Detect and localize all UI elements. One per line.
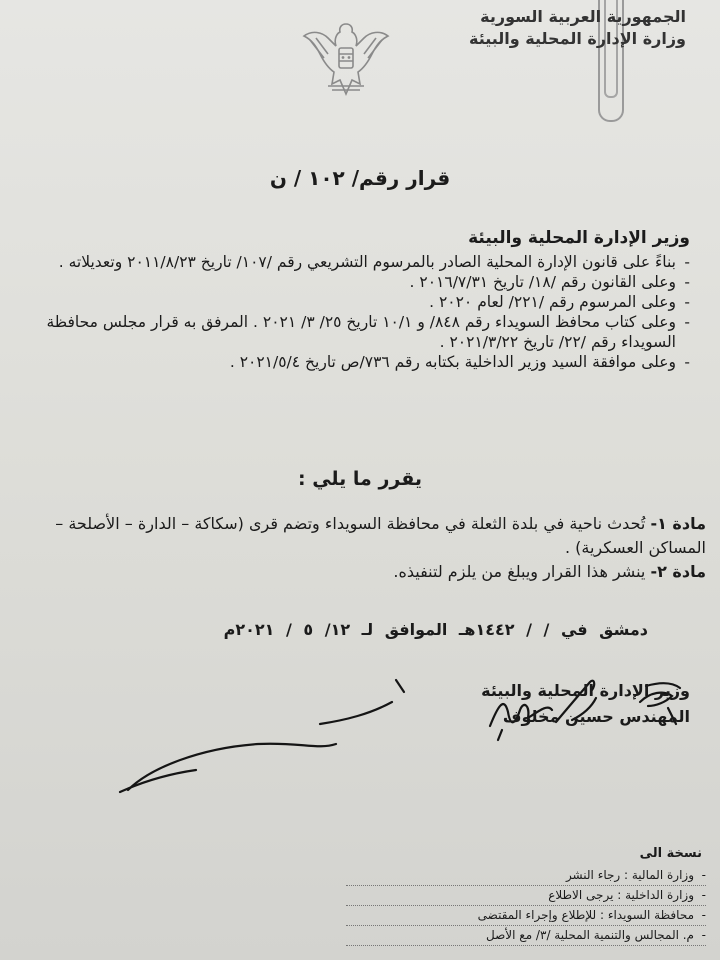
preamble-clause: - وعلى موافقة السيد وزير الداخلية بكتابه رقم ٧٣٦/ص تاريخ ٢٠٢١/٥/٤ . xyxy=(0,352,690,372)
letterhead xyxy=(469,6,686,50)
signatory-title: وزير الإدارة المحلية والبيئة xyxy=(481,681,690,700)
copy-to-item: - م. المجالس والتنمية المحلية /٣/ مع الأصل xyxy=(346,926,706,946)
copy-to-item: - وزارة المالية : رجاء النشر xyxy=(346,866,706,886)
eagle-emblem-icon xyxy=(298,14,394,100)
copy-to-item: - وزارة الداخلية : يرجى الاطلاع xyxy=(346,886,706,906)
article-text: تُحدث ناحية في بلدة الثعلة في محافظة السويداء وتضم قرى (سكاكة – الدارة – الأصلحة – المساكن العسكرية) . xyxy=(55,514,706,557)
preamble-clauses xyxy=(0,252,690,372)
decides-heading: يقرر ما يلي : xyxy=(297,468,423,490)
letterhead-ministry: وزارة الإدارة المحلية والبيئة xyxy=(468,29,686,48)
article-label: مادة ٢- xyxy=(650,562,706,581)
signatory-name: المهندس حسين مخلوف xyxy=(502,707,690,726)
copy-to-heading: نسخة الى xyxy=(639,846,702,861)
article-2 xyxy=(0,560,706,584)
minister-heading: وزير الإدارة المحلية والبيئة xyxy=(468,228,690,248)
date-line: دمشق في / / ١٤٤٢هـ الموافق لـ ١٢/ ٥ / ٢٠٢١م xyxy=(223,620,648,639)
copy-to-item: - محافظة السويداء : للإطلاع وإجراء المقتضى xyxy=(346,906,706,926)
preamble-clause: - وعلى كتاب محافظ السويداء رقم ٨٤٨/ و ١٠/١ تاريخ ٢٥/ ٣/ ٢٠٢١ . المرفق به قرار مجلس محافظة السويداء رقم /٢٢/ تاريخ ٢٠٢١/٣/٢٢ . xyxy=(0,312,690,352)
decision-number: قرار رقم/ ١٠٢ / ن xyxy=(269,166,451,190)
article-1 xyxy=(0,512,706,560)
signature-block xyxy=(481,678,690,730)
preamble-clause: - وعلى المرسوم رقم /٢٢١/ لعام ٢٠٢٠ . xyxy=(0,292,690,312)
article-label: مادة ١- xyxy=(650,514,706,533)
preamble-clause: - بناءً على قانون الإدارة المحلية الصادر بالمرسوم التشريعي رقم /١٠٧/ تاريخ ٢٠١١/٨/٢٣ وتعديلاته . xyxy=(0,252,690,272)
copy-to-list xyxy=(346,866,706,946)
articles xyxy=(0,512,706,584)
preamble-clause: - وعلى القانون رقم /١٨/ تاريخ ٢٠١٦/٧/٣١ . xyxy=(0,272,690,292)
letterhead-country: الجمهورية العربية السورية xyxy=(480,7,686,26)
handwritten-signatures-icon xyxy=(0,640,720,830)
article-text: ينشر هذا القرار ويبلغ من يلزم لتنفيذه. xyxy=(393,562,646,581)
